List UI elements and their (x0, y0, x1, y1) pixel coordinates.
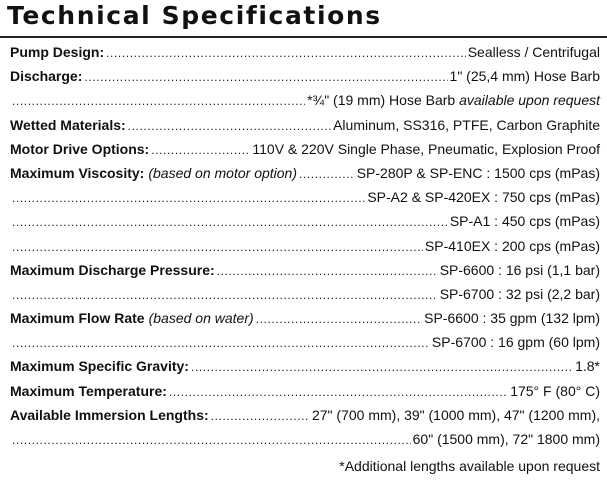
spec-value-text: 175° F (80° C) (510, 382, 600, 399)
spec-value-text: SP-280P & SP-ENC : 1500 cps (mPas) (356, 164, 600, 181)
spec-value (468, 40, 600, 64)
spec-value-text: Sealless / Centrifugal (467, 44, 600, 60)
spec-value (510, 379, 600, 403)
spec-value-text: 1" (25,4 mm) Hose Barb (449, 68, 600, 85)
spec-row (10, 403, 600, 427)
spec-row (10, 113, 600, 137)
spec-row (10, 209, 600, 233)
spec-value (450, 209, 600, 233)
spec-value (333, 113, 600, 137)
spec-label: Discharge: (10, 68, 83, 85)
spec-value (432, 330, 600, 354)
dot-leader (191, 355, 573, 379)
dot-leader (12, 428, 411, 452)
dot-leader (299, 162, 355, 186)
spec-value (312, 403, 600, 427)
spec-value (575, 354, 600, 378)
spec-label: Maximum Temperature: (10, 382, 167, 399)
dot-leader (12, 89, 305, 113)
dot-leader (12, 210, 448, 234)
spec-qualifier: (based on motor option) (148, 164, 297, 181)
spec-value-text: SP-6600 : 16 psi (1,1 bar) (439, 261, 600, 278)
spec-row (10, 161, 600, 185)
spec-value (357, 161, 600, 185)
spec-row (10, 40, 600, 64)
spec-value-text: 1.8* (575, 358, 600, 375)
spec-value-text: SP-A2 & SP-420EX : 750 cps (mPas) (367, 189, 600, 206)
spec-label: Maximum Specific Gravity: (10, 358, 189, 375)
spec-value (413, 427, 600, 451)
dot-leader (128, 114, 331, 138)
spec-row (10, 354, 600, 378)
spec-value-text: Aluminum, SS316, PTFE, Carbon Graphite (333, 116, 600, 133)
spec-label: Wetted Materials: (10, 116, 126, 133)
spec-label: Maximum Flow Rate (10, 310, 145, 327)
spec-value (450, 64, 600, 88)
spec-value (425, 234, 600, 258)
spec-value (367, 185, 600, 209)
dot-leader (12, 331, 430, 355)
footnote-row (10, 451, 600, 481)
spec-value (440, 282, 600, 306)
dot-leader (12, 186, 365, 210)
dot-leader (106, 41, 466, 65)
spec-label: Available Immersion Lengths: (10, 406, 209, 423)
spec-row (10, 379, 600, 403)
spec-value-text: SP-6700 : 32 psi (2,2 bar) (439, 285, 600, 302)
spec-value-text: 27" (700 mm), 39" (1000 mm), 47" (1200 mm), (311, 406, 600, 423)
spec-value (440, 258, 600, 282)
spec-row (10, 234, 600, 258)
spec-value-text: 110V & 220V Single Phase, Pneumatic, Explosion Proof (252, 140, 600, 157)
spec-value-text: *¾" (19 mm) Hose Barb (307, 92, 456, 109)
spec-value (307, 88, 600, 112)
spec-row (10, 88, 600, 112)
dot-leader (217, 259, 438, 283)
spec-row (10, 258, 600, 282)
spec-value-text: 60" (1500 mm), 72" 1800 mm) (412, 431, 600, 447)
spec-list (10, 40, 600, 481)
dot-leader (151, 138, 250, 162)
spec-row (10, 282, 600, 306)
spec-value-text: SP-6700 : 16 gpm (60 lpm) (431, 334, 600, 351)
footnote: *Additional lengths available upon request (339, 458, 600, 475)
spec-row (10, 64, 600, 88)
spec-label: Maximum Discharge Pressure: (10, 261, 215, 278)
page-title: Technical Specifications (7, 1, 382, 30)
dot-leader (12, 283, 438, 307)
spec-row (10, 185, 600, 209)
spec-row (10, 137, 600, 161)
dot-leader (84, 65, 447, 89)
spec-value-text: SP-410EX : 200 cps (mPas) (424, 237, 600, 254)
dot-leader (12, 235, 423, 259)
spec-value (424, 306, 600, 330)
spec-row (10, 306, 600, 330)
spec-value-note: available upon request (459, 92, 600, 109)
spec-label: Motor Drive Options: (10, 140, 150, 157)
dot-leader (169, 380, 508, 404)
title-underline (0, 36, 607, 38)
spec-value-text: SP-A1 : 450 cps (mPas) (449, 213, 600, 230)
spec-value (252, 137, 600, 161)
dot-leader (211, 404, 310, 428)
spec-label: Maximum Viscosity: (10, 164, 145, 181)
spec-label: Pump Design: (10, 44, 105, 60)
spec-value-text: SP-6600 : 35 gpm (132 lpm) (424, 310, 600, 327)
spec-row (10, 330, 600, 354)
spec-row (10, 427, 600, 451)
spec-qualifier: (based on water) (148, 310, 254, 327)
dot-leader (256, 307, 422, 331)
